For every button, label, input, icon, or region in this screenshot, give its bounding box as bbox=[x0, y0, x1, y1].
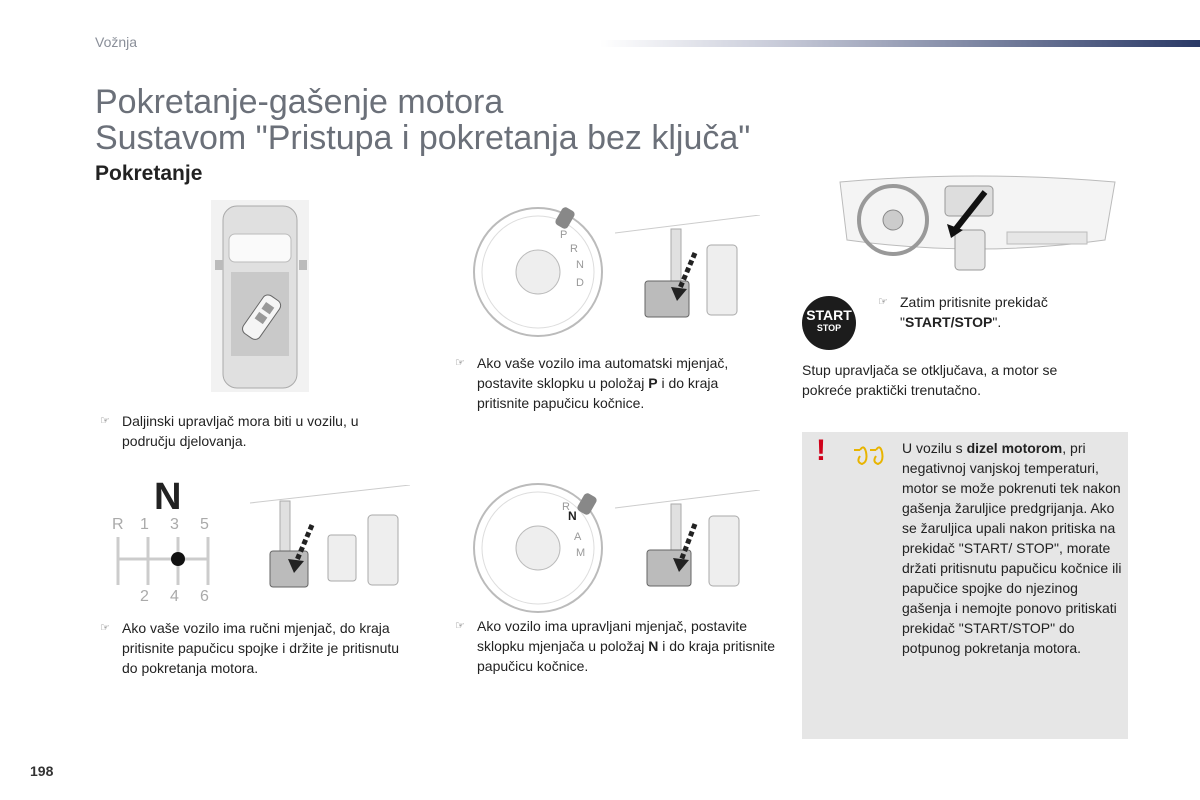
page-number: 198 bbox=[30, 763, 54, 779]
gear-label-n: N bbox=[576, 259, 584, 271]
bullet-icon: ☞ bbox=[878, 296, 888, 308]
svg-text:6: 6 bbox=[200, 588, 209, 605]
page-title bbox=[95, 84, 750, 156]
manual-paragraph: ☞ Ako vaše vozilo ima ručni mjenjač, do kraja pritisnite papučicu spojke i držite je pritisnutu do pokretanja motora. bbox=[100, 620, 400, 676]
gear-label-d: D bbox=[576, 277, 584, 289]
page-title-line1: Pokretanje-gašenje motora bbox=[95, 83, 504, 121]
manual-gear-pattern-illustration bbox=[110, 475, 220, 605]
bullet-icon: ☞ bbox=[100, 622, 110, 634]
svg-text:1: 1 bbox=[140, 516, 149, 533]
car-top-view-illustration bbox=[205, 200, 317, 392]
gear-label-p: P bbox=[560, 229, 568, 241]
start-stop-button-icon bbox=[802, 296, 856, 350]
svg-text:3: 3 bbox=[170, 516, 179, 533]
bullet-icon: ☞ bbox=[455, 620, 465, 632]
svg-text:R: R bbox=[562, 501, 570, 513]
bullet-icon: ☞ bbox=[455, 357, 465, 369]
section-subtitle: Pokretanje bbox=[95, 162, 203, 185]
gear-label-r: R bbox=[570, 243, 578, 255]
svg-text:2: 2 bbox=[140, 588, 149, 605]
stop-label: STOP bbox=[816, 323, 842, 333]
exclamation-icon: ! bbox=[816, 434, 826, 467]
start-label: START bbox=[806, 307, 852, 323]
automatic-paragraph: ☞ Ako vaše vozilo ima automatski mjenjač, postavite sklopku u položaj P i do kraja pritisnite papučicu kočnice. bbox=[455, 355, 729, 411]
bullet-icon: ☞ bbox=[100, 415, 110, 427]
svg-text:A: A bbox=[574, 531, 582, 543]
section-label: Vožnja bbox=[95, 34, 138, 50]
remote-paragraph: ☞ Daljinski upravljač mora biti u vozilu, u području djelovanja. bbox=[100, 413, 359, 449]
svg-text:N: N bbox=[568, 509, 577, 523]
dashboard-illustration bbox=[835, 170, 1120, 275]
automatic-gear-selector-illustration bbox=[470, 200, 610, 350]
page-title-line2: Sustavom "Pristupa i pokretanja bez ključa" bbox=[95, 119, 751, 157]
svg-text:5: 5 bbox=[200, 516, 209, 533]
header-bar bbox=[600, 40, 1200, 47]
press-start-paragraph: ☞ Zatim pritisnite prekidač "START/STOP". bbox=[878, 294, 1048, 330]
glow-plug-icon bbox=[852, 446, 888, 468]
steering-paragraph: Stup upravljača se otključava, a motor se pokreće praktički trenutačno. bbox=[802, 362, 1058, 398]
svg-text:4: 4 bbox=[170, 588, 179, 605]
controlled-gear-selector-illustration bbox=[470, 480, 610, 620]
svg-text:M: M bbox=[576, 547, 586, 559]
brake-pedal-illustration-auto bbox=[615, 215, 760, 320]
controlled-paragraph: ☞ Ako vozilo ima upravljani mjenjač, postavite sklopku mjenjača u položaj N i do kraja pritisnite papučicu kočnice. bbox=[455, 618, 776, 674]
neutral-label: N bbox=[154, 476, 182, 518]
clutch-pedal-illustration bbox=[250, 485, 410, 595]
warning-text: U vozilu s dizel motorom, pri negativnoj vanjskoj temperaturi, motor se može pokrenuti tek nakon gašenja žaruljice predgrijanja. Ako se žaruljica upali nakon pritiska na prekidač "START/ STOP", morate držati pritisnutu papučicu kočnice ili papučice spojke do njezinog gašenja i nemojte ponovo pritiskati prekidač "START/STOP" do potpunog pokretanja motora. bbox=[902, 440, 1122, 656]
svg-text:R: R bbox=[112, 516, 124, 533]
brake-pedal-illustration-controlled bbox=[615, 490, 760, 590]
